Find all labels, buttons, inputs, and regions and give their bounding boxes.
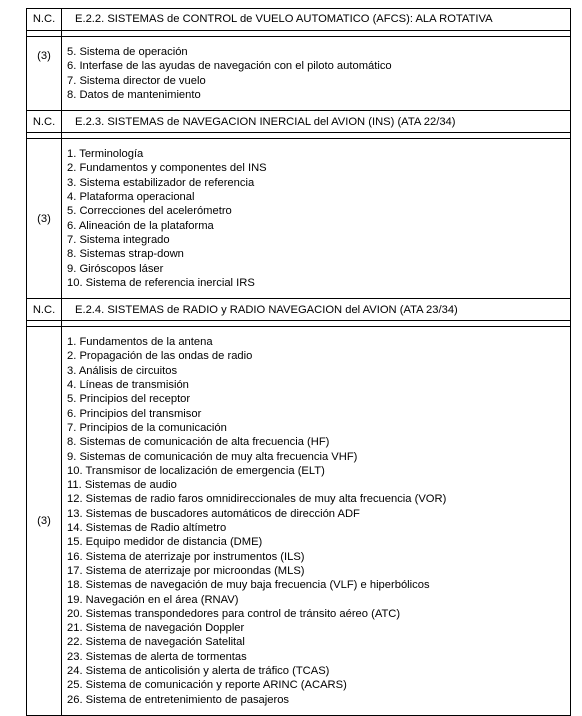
nc-level: (3) — [27, 327, 62, 716]
section-header-e22 — [27, 9, 571, 31]
list-item: 10. Sistema de referencia inercial IRS — [67, 276, 255, 289]
list-item: 5. Correcciones del acelerómetro — [67, 205, 232, 218]
list-item: 8. Sistemas de comunicación de alta frecuencia (HF) — [67, 436, 330, 449]
list-item: 1. Fundamentos de la antena — [67, 336, 213, 349]
list-item: 6. Alineación de la plataforma — [67, 219, 214, 232]
list-item: 23. Sistemas de alerta de tormentas — [67, 650, 247, 663]
section-body-e24 — [27, 327, 571, 716]
list-item: 1. Terminología — [67, 148, 144, 161]
list-item: 25. Sistema de comunicación y reporte ARINC (ACARS) — [67, 679, 347, 692]
nc-level: (3) — [27, 139, 62, 299]
section-body-e23 — [27, 139, 571, 299]
list-item: 19. Navegación en el área (RNAV) — [67, 593, 239, 606]
section-header-e24 — [27, 299, 571, 321]
list-item: 14. Sistemas de Radio altímetro — [67, 522, 227, 535]
section-items — [62, 37, 571, 111]
list-item: 7. Sistema director de vuelo — [67, 74, 206, 87]
list-item: 10. Transmisor de localización de emergencia (ELT) — [67, 464, 325, 477]
list-item: 4. Líneas de transmisión — [67, 379, 189, 392]
list-item: 3. Análisis de circuitos — [67, 364, 178, 377]
syllabus-table — [26, 8, 571, 716]
list-item: 11. Sistemas de audio — [67, 479, 177, 492]
list-item: 2. Propagación de las ondas de radio — [67, 350, 253, 363]
section-items — [62, 139, 571, 299]
list-item: 9. Giróscopos láser — [67, 262, 164, 275]
list-item: 7. Sistema integrado — [67, 233, 170, 246]
section-header-e23 — [27, 111, 571, 133]
list-item: 8. Sistemas strap-down — [67, 248, 184, 261]
list-item: 22. Sistema de navegación Satelital — [67, 636, 245, 649]
list-item: 16. Sistema de aterrizaje por instrumentos (ILS) — [67, 550, 305, 563]
list-item: 26. Sistema de entretenimiento de pasajeros — [67, 693, 290, 706]
list-item: 6. Interfase de las ayudas de navegación con el piloto automático — [67, 60, 392, 73]
nc-level: (3) — [27, 37, 62, 111]
section-title: E.2.3. SISTEMAS de NAVEGACION INERCIAL del AVION (INS) (ATA 22/34) — [62, 111, 571, 133]
section-title: E.2.4. SISTEMAS de RADIO y RADIO NAVEGACION del AVION (ATA 23/34) — [62, 299, 571, 321]
list-item: 17. Sistema de aterrizaje por microondas (MLS) — [67, 564, 305, 577]
list-item: 4. Plataforma operacional — [67, 191, 195, 204]
section-title: E.2.2. SISTEMAS de CONTROL de VUELO AUTOMATICO (AFCS): ALA ROTATIVA — [62, 9, 571, 31]
list-item: 24. Sistema de anticolisión y alerta de tráfico (TCAS) — [67, 664, 330, 677]
list-item: 12. Sistemas de radio faros omnidireccionales de muy alta frecuencia (VOR) — [67, 493, 447, 506]
list-item: 7. Principios de la comunicación — [67, 421, 227, 434]
nc-header: N.C. — [27, 111, 62, 133]
list-item: 9. Sistemas de comunicación de muy alta frecuencia VHF) — [67, 450, 358, 463]
nc-header: N.C. — [27, 299, 62, 321]
list-item: 5. Sistema de operación — [67, 46, 188, 58]
list-item: 20. Sistemas transpondedores para control de tránsito aéreo (ATC) — [67, 607, 401, 620]
list-item: 6. Principios del transmisor — [67, 407, 202, 420]
list-item: 13. Sistemas de buscadores automáticos de dirección ADF — [67, 507, 360, 520]
list-item: 18. Sistemas de navegación de muy baja frecuencia (VLF) e hiperbólicos — [67, 579, 430, 592]
list-item: 8. Datos de mantenimiento — [67, 88, 201, 101]
list-item: 15. Equipo medidor de distancia (DME) — [67, 536, 263, 549]
syllabus-document — [26, 8, 571, 716]
list-item: 3. Sistema estabilizador de referencia — [67, 176, 255, 189]
list-item: 21. Sistema de navegación Doppler — [67, 622, 245, 635]
section-items — [62, 327, 571, 716]
section-body-e22 — [27, 37, 571, 111]
nc-header: N.C. — [27, 9, 62, 31]
list-item: 2. Fundamentos y componentes del INS — [67, 162, 267, 175]
list-item: 5. Principios del receptor — [67, 393, 191, 406]
